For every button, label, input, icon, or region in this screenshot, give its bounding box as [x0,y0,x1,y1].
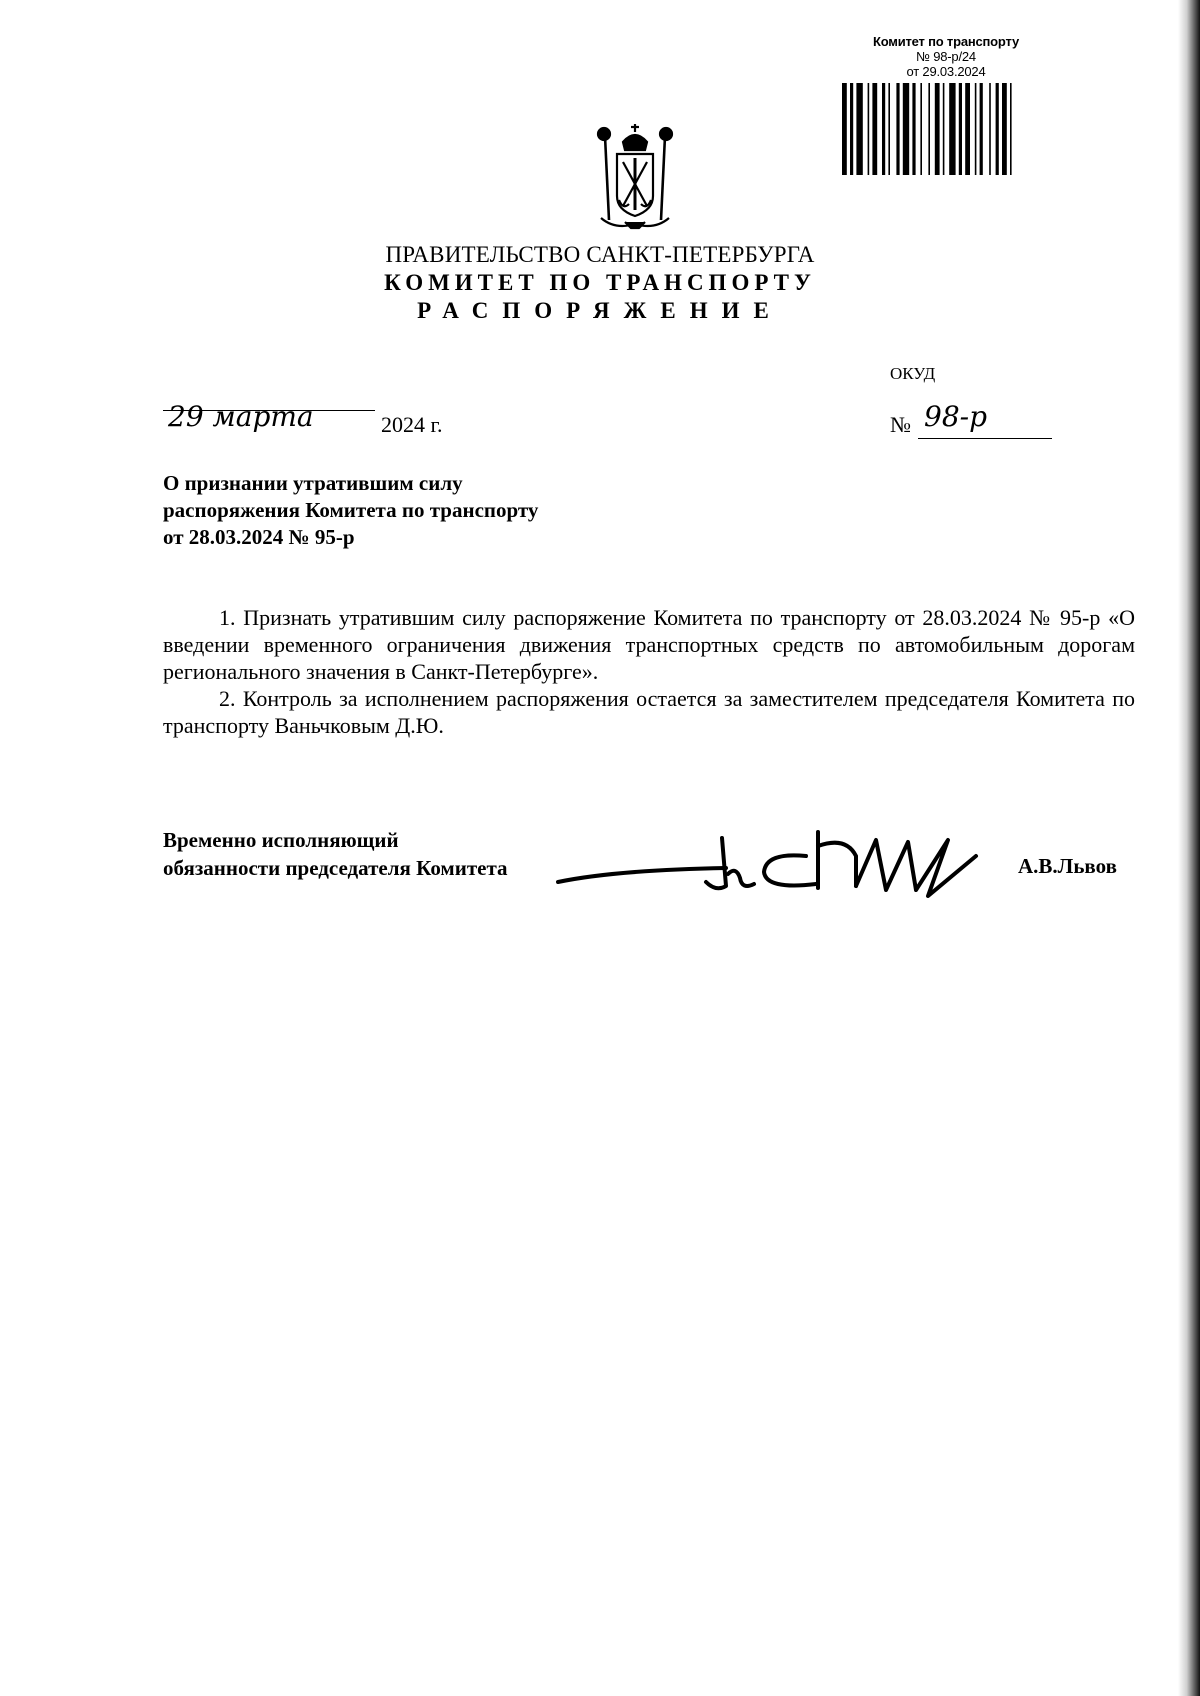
registration-stamp [836,34,1056,175]
government-name: ПРАВИТЕЛЬСТВО САНКТ-ПЕТЕРБУРГА [385,242,815,267]
okud-label: ОКУД [890,364,936,383]
stamp-line-3: от 29.03.2024 [906,64,986,79]
number-underline [918,438,1052,439]
handwritten-signature [556,826,1026,906]
svg-text:29 марта: 29 марта [168,400,314,433]
signatory-position-line-2: обязанности председателя Комитета [163,856,508,880]
committee-name: КОМИТЕТ ПО ТРАНСПОРТУ [384,270,816,295]
handwritten-date [166,396,376,444]
title-line-2: распоряжения Комитета по транспорту [163,498,539,522]
body-paragraph-2: 2. Контроль за исполнением распоряжения остается за заместителем председателя Комитета по транспорту Ваньчковым Д.Ю. [163,686,1135,738]
handwritten-number [920,396,1040,444]
title-line-1: О признании утратившим силу [163,471,463,495]
signatory-position-line-1: Временно исполняющий [163,828,399,852]
svg-text:98-р: 98-р [924,400,988,433]
date-underline [163,410,375,411]
barcode [842,83,1052,175]
signatory-position [163,826,508,882]
document-body [163,604,1135,739]
stamp-line-1: Комитет по транспорту [872,34,1020,49]
document-title [163,470,538,551]
coat-of-arms-icon [585,122,685,232]
title-line-3: от 28.03.2024 № 95-р [163,525,355,549]
stamp-line-2: № 98-р/24 [916,49,976,64]
body-paragraph-1: 1. Признать утратившим силу распоряжение Комитета по транспорту от 28.03.2024 № 95-р «О введении временного ограничения движения транспортных средств по автомобильным дорогам регионального значения в Санкт-Петербурге». [163,605,1135,684]
date-year: 2024 г. [381,412,443,437]
number-sign: № [890,412,911,437]
signatory-name: А.В.Львов [1018,854,1117,878]
document-type: РАСПОРЯЖЕНИЕ [417,298,783,323]
